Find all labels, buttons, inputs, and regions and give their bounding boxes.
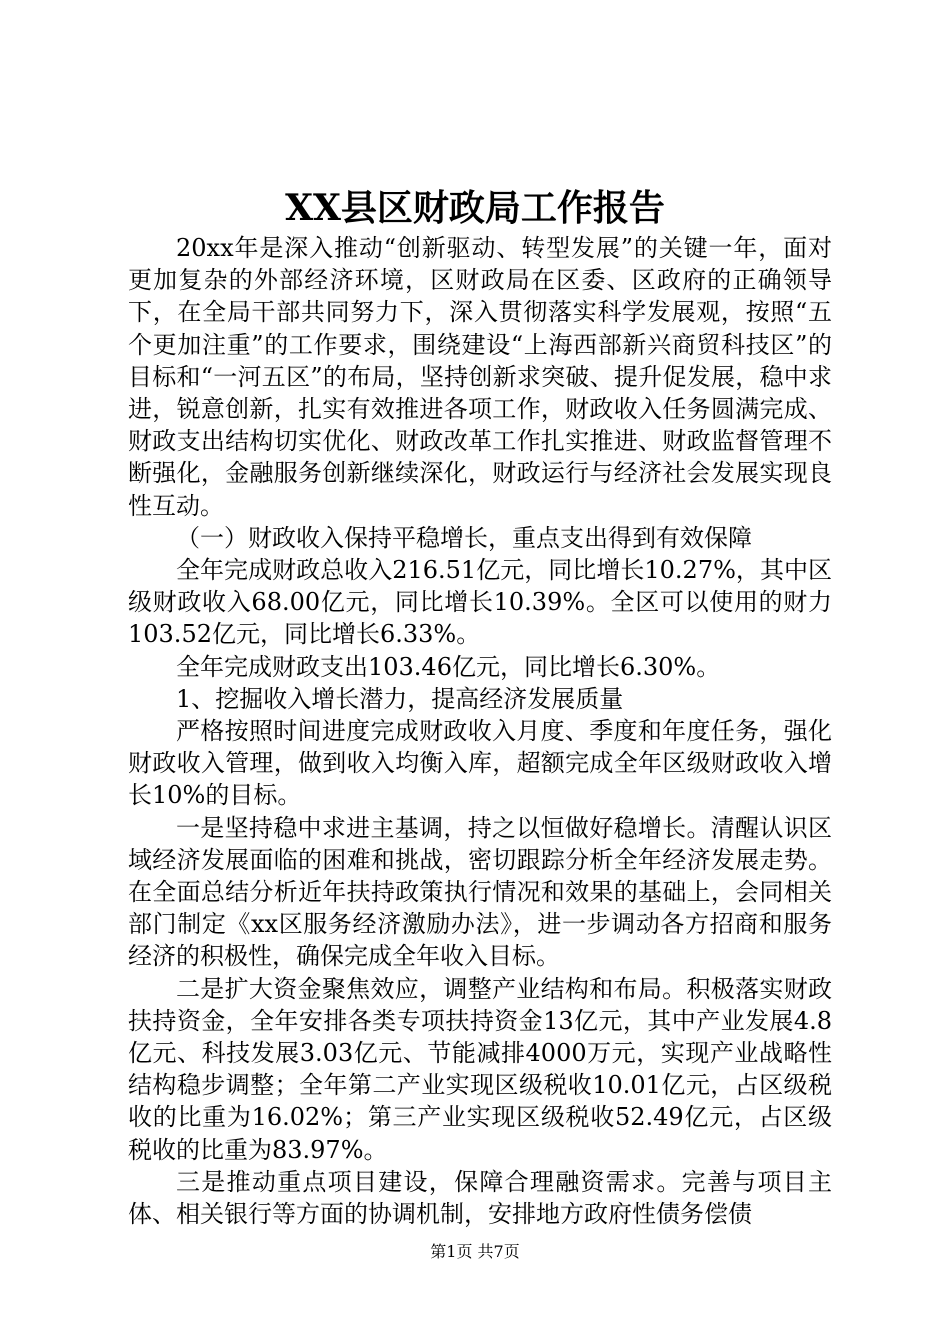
paragraph-expenditure: 全年完成财政支出103.46亿元，同比增长6.30%。 bbox=[176, 652, 721, 681]
page-footer: 第1页 共7页 bbox=[430, 1242, 520, 1261]
paragraph-point-one: 一是坚持稳中求进主基调，持之以恒做好稳增长。清醒认识区域经济发展面临的困难和挑战，密切跟踪分析全年经济发展走势。在全面总结分析近年扶持政策执行情况和效果的基础上，会同相关部门制定《xx区服务经济激励办法》，进一步调动各方招商和服务经济的积极性，确保完成全年收入目标。 bbox=[128, 813, 832, 971]
document-title: XX县区财政局工作报告 bbox=[285, 187, 665, 229]
document-body bbox=[128, 232, 832, 1230]
paragraph-intro: 20xx年是深入推动“创新驱动、转型发展”的关键一年，面对更加复杂的外部经济环境，区财政局在区委、区政府的正确领导下，在全局干部共同努力下，深入贯彻落实科学发展观，按照“五个更加注重”的工作要求，围绕建设“上海西部新兴商贸科技区”的目标和“一河五区”的布局，坚持创新求突破、提升促发展，稳中求进，锐意创新，扎实有效推进各项工作，财政收入任务圆满完成、财政支出结构切实优化、财政改革工作扎实推进、财政监督管理不断强化，金融服务创新继续深化，财政运行与经济社会发展实现良性互动。 bbox=[128, 234, 832, 520]
paragraph-revenue-management: 严格按照时间进度完成财政收入月度、季度和年度任务，强化财政收入管理，做到收入均衡入库，超额完成全年区级财政收入增长10%的目标。 bbox=[128, 717, 832, 810]
section-heading-1: （一）财政收入保持平稳增长，重点支出得到有效保障 bbox=[176, 523, 752, 552]
subsection-heading-1: 1、挖掘收入增长潜力，提高经济发展质量 bbox=[176, 684, 624, 713]
paragraph-point-three: 三是推动重点项目建设，保障合理融资需求。完善与项目主体、相关银行等方面的协调机制，安排地方政府性债务偿债 bbox=[128, 1167, 832, 1229]
paragraph-revenue: 全年完成财政总收入216.51亿元，同比增长10.27%，其中区级财政收入68.00亿元，同比增长10.39%。全区可以使用的财力103.52亿元，同比增长6.33%。 bbox=[128, 556, 832, 649]
paragraph-point-two: 二是扩大资金聚焦效应，调整产业结构和布局。积极落实财政扶持资金，全年安排各类专项扶持资金13亿元，其中产业发展4.8亿元、科技发展3.03亿元、节能减排4000万元，实现产业战略性结构稳步调整；全年第二产业实现区级税收10.01亿元，占区级税收的比重为16.02%；第三产业实现区级税收52.49亿元，占区级税收的比重为83.97%。 bbox=[128, 974, 832, 1164]
